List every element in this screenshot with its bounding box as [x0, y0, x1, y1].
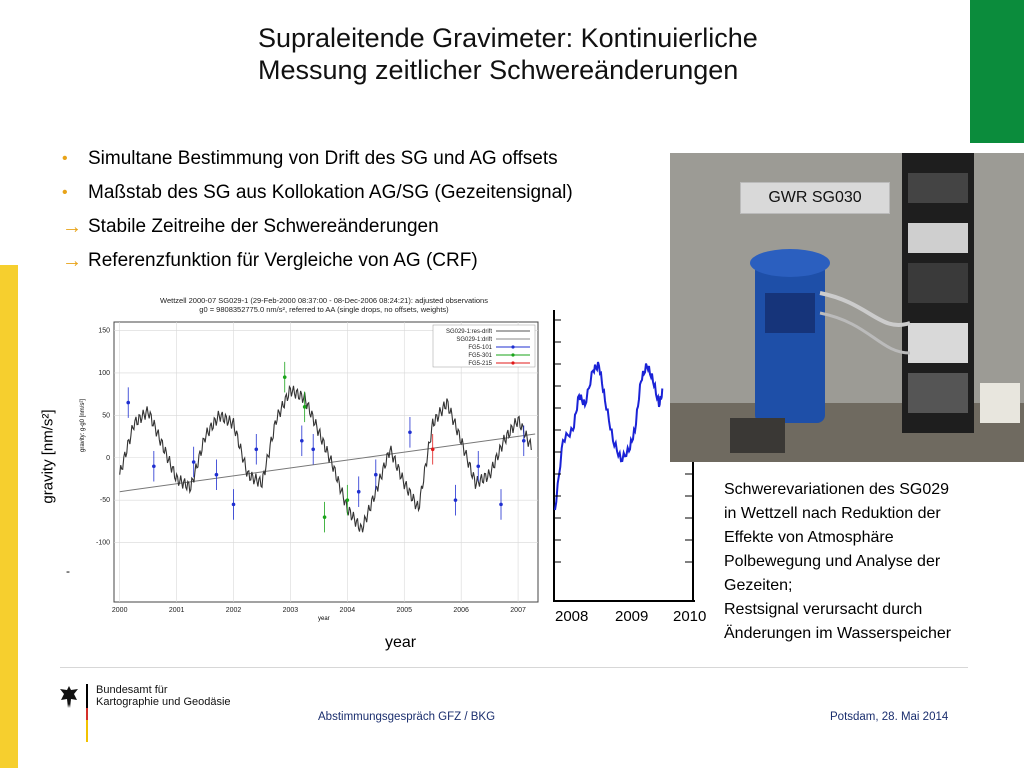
y-tick-label: -100 — [95, 539, 110, 547]
ag-point — [254, 447, 258, 451]
ag-point — [192, 460, 196, 464]
ag-point — [499, 503, 503, 507]
ag-point — [152, 464, 156, 468]
y-tick-label: -50 — [99, 497, 110, 505]
slide-title-line2: Messung zeitlicher Schwereänderungen — [258, 55, 739, 85]
footer-divider — [60, 667, 968, 668]
flag-stripe-black — [86, 684, 88, 708]
right-xtick: 2009 — [615, 608, 649, 625]
bullet-text: Stabile Zeitreihe der Schwereänderungen — [88, 216, 439, 237]
yellow-accent-bar — [0, 265, 18, 768]
ag-point — [232, 503, 236, 507]
bullet-item — [62, 244, 682, 278]
residual-line — [120, 386, 532, 533]
footer-date: Potsdam, 28. Mai 2014 — [830, 711, 949, 723]
bullet-text: Referenzfunktion für Vergleiche von AG (CRF) — [88, 250, 478, 271]
gravity-chart — [80, 292, 540, 622]
caption-line: Polbewegung und Analyse der — [724, 553, 941, 570]
legend-marker — [511, 345, 514, 348]
y-tick-label: 0 — [106, 454, 110, 462]
outer-ylabel-wrap — [20, 400, 70, 520]
bullet-list — [62, 142, 682, 278]
green-accent-bar — [970, 0, 1024, 143]
ag-point — [374, 473, 378, 477]
ag-point — [346, 498, 350, 502]
bullet-item — [62, 142, 682, 176]
x-tick-label: 2002 — [225, 607, 242, 614]
footer-event: Abstimmungsgespräch GFZ / BKG — [318, 711, 496, 723]
y-ticks — [96, 327, 110, 546]
eagle-logo-icon — [58, 684, 80, 715]
ag-point — [408, 431, 412, 435]
ag-point — [283, 375, 287, 379]
inner-ylabel: gravity: g-g0 [nm/s²] — [80, 398, 86, 452]
x-tick-label: 2006 — [453, 607, 469, 614]
x-tick-label: 2003 — [282, 607, 299, 614]
chart-svg — [80, 292, 540, 622]
bullet-dot-icon: • — [62, 184, 68, 201]
bullet-text: Simultane Bestimmung von Drift des SG und AG offsets — [88, 148, 558, 169]
ag-point — [476, 464, 480, 468]
right-xtick: 2008 — [555, 608, 589, 625]
ag-point — [303, 405, 307, 409]
caption-line: Restsignal verursacht durch — [724, 601, 923, 618]
ag-point — [126, 401, 130, 405]
ag-point — [454, 498, 458, 502]
caption-line: Effekte von Atmosphäre — [724, 529, 894, 546]
legend-label: FG5-301 — [468, 353, 492, 359]
residual-series — [120, 386, 532, 533]
caption-line: in Wettzell nach Reduktion der — [724, 505, 941, 522]
legend-label: FG5-101 — [468, 345, 492, 351]
chart-title-line1: Wettzell 2000-07 SG029-1 (29-Feb-2000 08:37:00 - 08-Dec-2006 08:24:21): adjusted observations — [160, 296, 488, 305]
org-name-line1: Bundesamt für — [96, 684, 168, 696]
legend-label: SG029-1:drift — [456, 337, 492, 343]
right-xtick: 2010 — [673, 608, 707, 625]
ag-point — [300, 439, 304, 443]
org-name — [96, 684, 231, 708]
slide-title — [258, 22, 938, 86]
ag-point — [522, 439, 526, 443]
bullet-dot-icon: • — [62, 150, 68, 167]
ag-point — [215, 473, 219, 477]
ag-point — [323, 515, 327, 519]
ag-point — [357, 490, 361, 494]
legend-label: FG5-215 — [468, 361, 492, 367]
arrow-right-icon: → — [62, 216, 82, 238]
outer-ylabel: gravity [nm/s²] — [39, 409, 57, 504]
legend-marker — [511, 361, 514, 364]
flag-stripe-red — [86, 708, 88, 720]
caption-line: Gezeiten; — [724, 577, 793, 594]
bullet-item — [62, 176, 682, 210]
x-tick-label: 2004 — [339, 607, 356, 614]
inner-xlabel: year — [318, 616, 330, 622]
gwr-label: GWR SG030 — [740, 182, 890, 214]
x-ticks — [112, 607, 526, 614]
caption — [724, 478, 1019, 646]
right-segment-line — [555, 362, 662, 510]
caption-line: Änderungen im Wasserspeicher — [724, 625, 952, 642]
y-tick-label: 50 — [102, 412, 110, 420]
y-tick-label: 150 — [98, 327, 110, 335]
bullet-item — [62, 210, 682, 244]
legend-label: SG029-1:res-drift — [445, 329, 492, 335]
ag-point — [311, 447, 315, 451]
legend — [433, 325, 535, 367]
x-tick-label: 2005 — [396, 607, 413, 614]
y-tick-label: 100 — [98, 369, 110, 377]
outer-xlabel: year — [385, 634, 417, 651]
slide-title-line1: Supraleitende Gravimeter: Kontinuierliche — [258, 23, 758, 53]
x-tick-label: 2000 — [111, 607, 128, 614]
bullet-text: Maßstab des SG aus Kollokation AG/SG (Gezeitensignal) — [88, 182, 573, 203]
ag-points — [126, 362, 525, 533]
caption-line: Schwerevariationen des SG029 — [724, 481, 950, 498]
dash-mark: - — [66, 564, 70, 578]
org-name-line2: Kartographie und Geodäsie — [96, 696, 231, 708]
flag-stripe-gold — [86, 720, 88, 742]
ag-point — [431, 447, 435, 451]
x-tick-label: 2007 — [510, 607, 526, 614]
x-tick-label: 2001 — [168, 607, 185, 614]
legend-marker — [511, 353, 514, 356]
arrow-right-icon: → — [62, 250, 82, 272]
chart-title-line2: g0 = 9808352775.0 nm/s², referred to AA (single drops, no offsets, weights) — [199, 305, 449, 314]
